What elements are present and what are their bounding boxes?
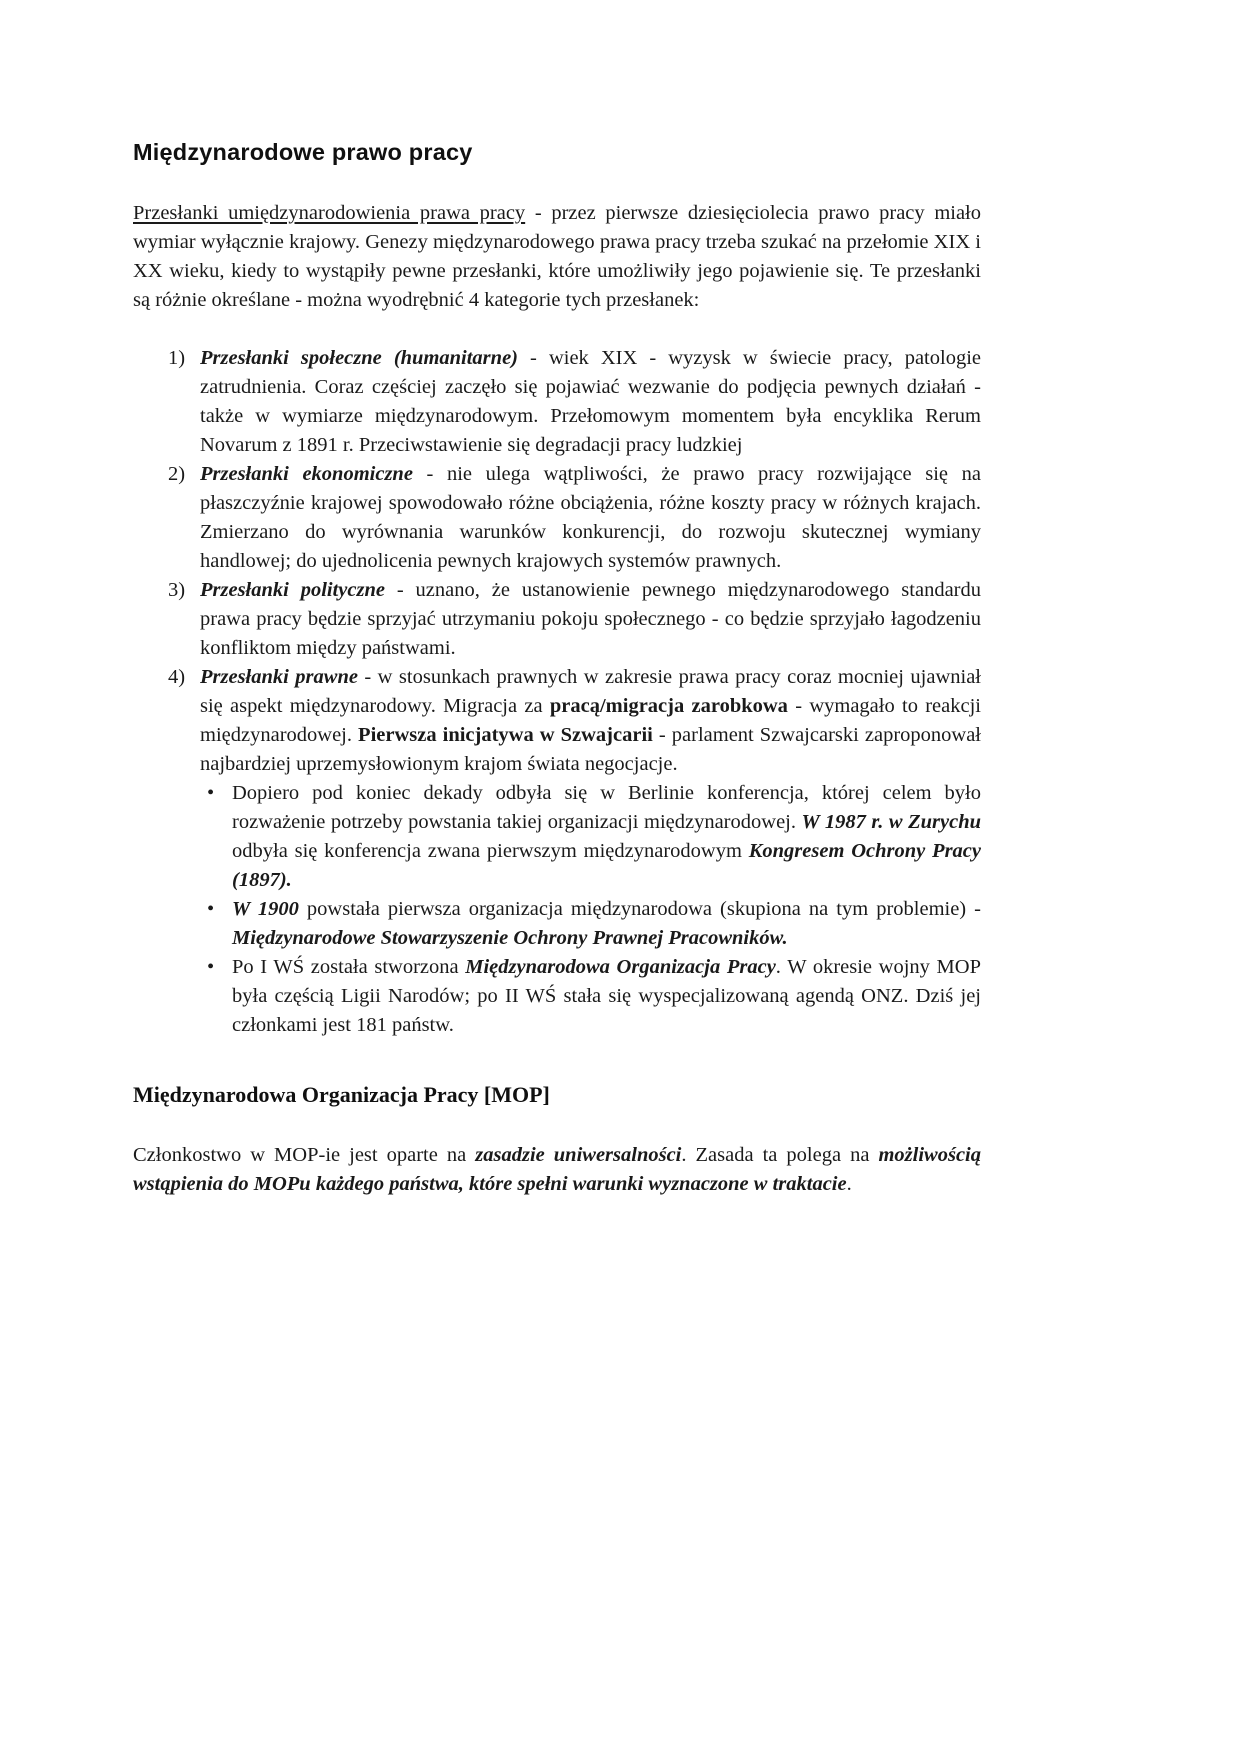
text-run: Przesłanki społeczne (humanitarne) <box>200 347 518 369</box>
text-run: Dopiero pod koniec dekady odbyła się w Berlinie konferencja, której celem było rozważenie potrzeby powstania takiej organizacji międzynarodowej. <box>232 782 981 833</box>
list-number: 4) <box>168 666 186 688</box>
text-run: Przesłanki polityczne <box>200 579 385 601</box>
text-run: możliwością wstąpienia do MOPu każdego państwa, które spełni warunki wyznaczone w traktacie <box>133 1144 981 1195</box>
intro-paragraph <box>133 199 981 315</box>
text-run: - wiek XIX - wyzysk w świecie pracy, patologie zatrudnienia. Coraz częściej zaczęło się pojawiać wezwanie do podjęcia pewnych działań - także w wymiarze międzynarodowym. Przełomowym momentem była encyklika Rerum Novarum z 1891 r. Przeciwstawienie się degradacji pracy ludzkiej <box>200 347 981 456</box>
text-run: Międzynarodowe Stowarzyszenie Ochrony Prawnej Pracowników. <box>232 927 788 949</box>
bullet-list-item <box>133 895 981 953</box>
list-number: 3) <box>168 579 186 601</box>
numbered-list-item <box>133 576 981 663</box>
document-page <box>133 139 981 1199</box>
closing-paragraph <box>133 1141 981 1199</box>
text-run: pracą/migracja zarobkowa <box>549 695 788 717</box>
premises-numbered-list <box>133 344 981 779</box>
text-run: Po I WŚ została stworzona <box>232 956 466 978</box>
text-run: - przez pierwsze dziesięciolecia prawo pracy miało wymiar wyłącznie krajowy. Genezy międzynarodowego prawa pracy trzeba szukać na przełomie XIX i XX wieku, kiedy to wystąpiły pewne przesłanki, które umożliwiły jego pojawienie się. Te przesłanki są różnie określane - można wyodrębnić 4 kategorie tych przesłanek: <box>133 202 982 311</box>
text-run: Przesłanki ekonomiczne <box>200 463 413 485</box>
numbered-list-item <box>133 663 981 779</box>
text-run: Przesłanki umiędzynarodowienia prawa pracy <box>133 202 526 224</box>
bullet-icon: • <box>207 956 215 978</box>
text-run: Członkostwo w MOP-ie jest oparte na <box>133 1144 476 1166</box>
list-number: 1) <box>168 347 186 369</box>
text-run: W 1987 r. w Zurychu <box>801 811 982 833</box>
text-run: - uznano, że ustanowienie pewnego międzynarodowego standardu prawa pracy będzie sprzyjać utrzymaniu pokoju społecznego - co będzie sprzyjało łagodzeniu konfliktom między państwami. <box>200 579 981 659</box>
text-run: Międzynarodowa Organizacja Pracy <box>465 956 776 978</box>
text-run: Pierwsza inicjatywa w Szwajcarii <box>358 724 653 746</box>
numbered-list-item <box>133 344 981 460</box>
text-run: - wymagało to reakcji międzynarodowej. <box>200 695 981 746</box>
bullet-icon: • <box>207 898 215 920</box>
text-run: odbyła się konferencja zwana pierwszym międzynarodowym <box>232 840 749 862</box>
text-run: powstała pierwsza organizacja międzynarodowa (skupiona na tym problemie) - <box>298 898 981 920</box>
text-run: - parlament Szwajcarski zaproponował najbardziej uprzemysłowionym krajom świata negocjacje. <box>200 724 981 775</box>
document-title: Międzynarodowe prawo pracy <box>133 139 473 165</box>
text-run: Przesłanki prawne <box>200 666 358 688</box>
numbered-list-item <box>133 460 981 576</box>
bullet-list-item <box>133 779 981 895</box>
text-run: - w stosunkach prawnych w zakresie prawa pracy coraz mocniej ujawniał się aspekt międzynarodowy. Migracja za <box>200 666 982 717</box>
bullet-list-item <box>133 953 981 1040</box>
text-run: - nie ulega wątpliwości, że prawo pracy rozwijające się na płaszczyźnie krajowej spowodowało różne obciążenia, różne koszty pracy w różnych krajach. Zmierzano do wyrównania warunków konkurencji, do rozwoju skutecznej wymiany handlowej; do ujednolicenia pewnych krajowych systemów prawnych. <box>200 463 981 572</box>
list-number: 2) <box>168 463 186 485</box>
text-run: W 1900 <box>232 898 299 920</box>
bullet-icon: • <box>207 782 215 804</box>
section-heading-mop: Międzynarodowa Organizacja Pracy [MOP] <box>133 1082 550 1107</box>
text-run: Kongresem Ochrony Pracy (1897). <box>232 840 982 891</box>
text-run: zasadzie uniwersalności <box>475 1144 682 1166</box>
text-run: . Zasada ta polega na <box>681 1144 879 1166</box>
text-run: . <box>846 1173 852 1195</box>
history-bullet-list <box>133 779 981 1040</box>
text-run: . W okresie wojny MOP była częścią Ligii Narodów; po II WŚ stała się wyspecjalizowaną agendą ONZ. Dziś jej członkami jest 181 państw. <box>232 956 981 1036</box>
